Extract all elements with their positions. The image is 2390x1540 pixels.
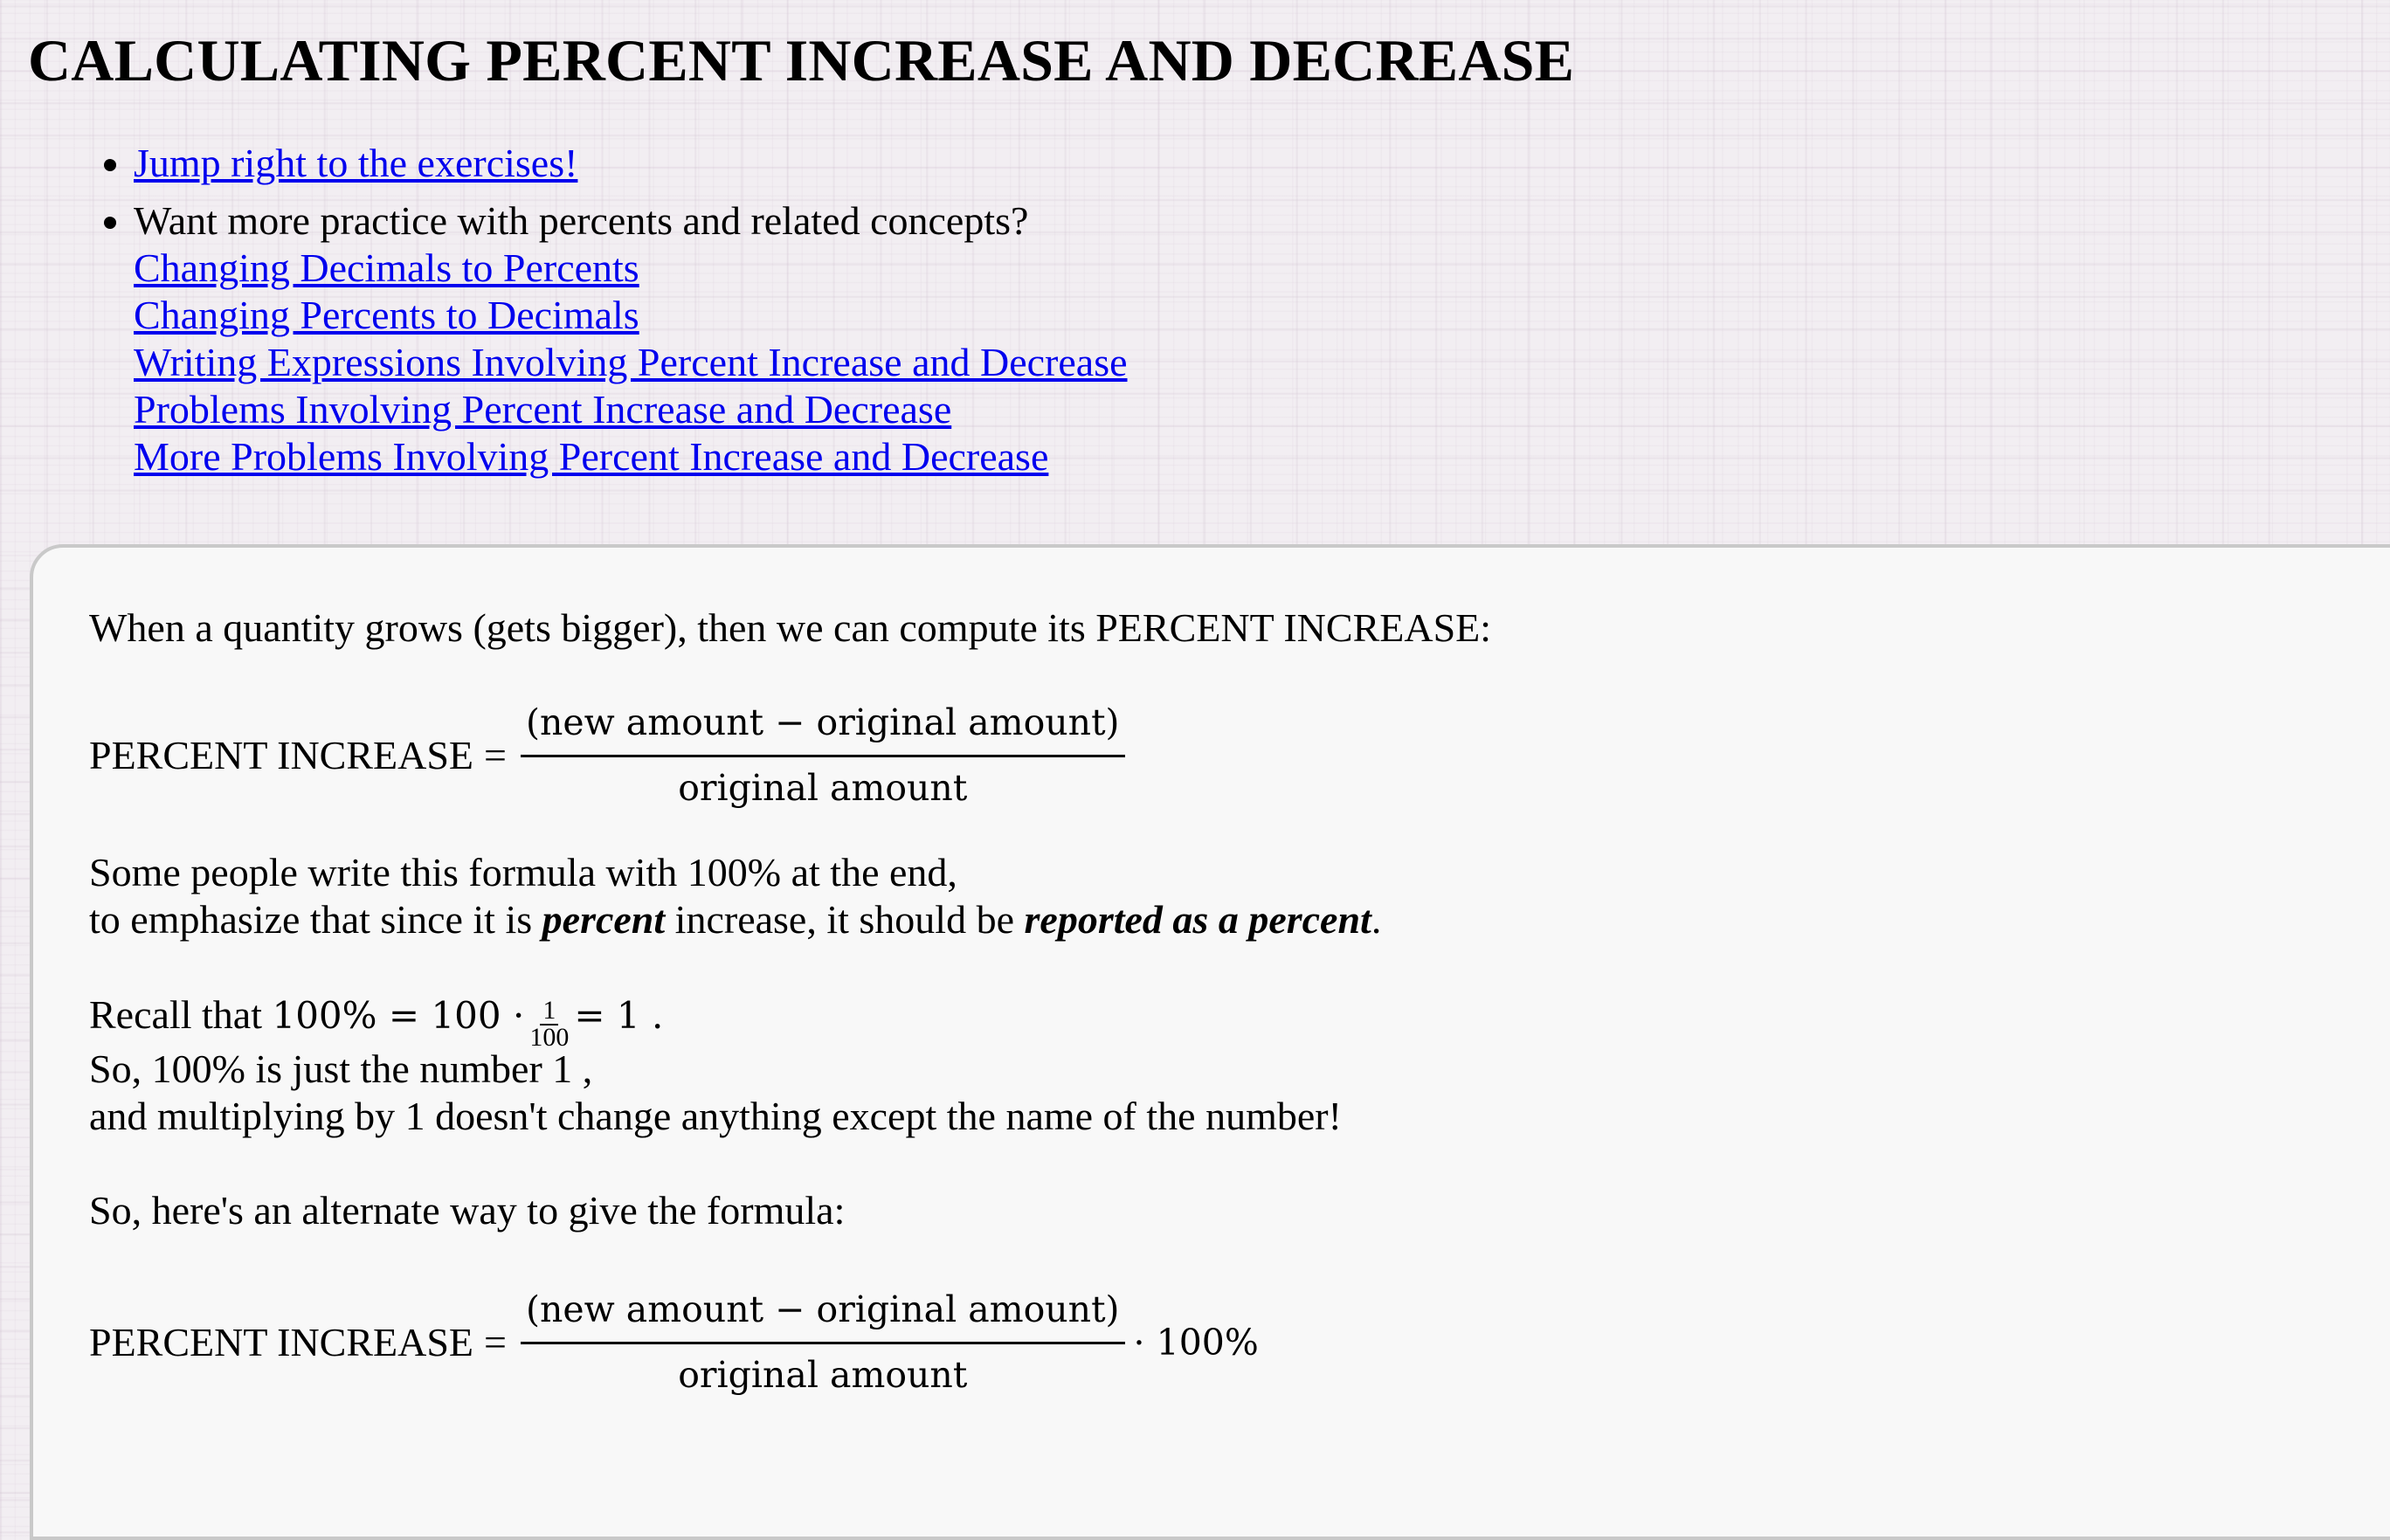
formula-percent-increase-alt <box>89 1286 1259 1398</box>
small-fraction-numerator: 1 <box>540 998 558 1026</box>
fraction-denominator: original amount <box>678 767 968 809</box>
equals-sign: = <box>484 1319 507 1364</box>
note-text: . <box>1371 897 1382 942</box>
page-title: CALCULATING PERCENT INCREASE AND DECREASE <box>28 27 1575 93</box>
formula-label: PERCENT INCREASE <box>89 732 474 777</box>
link-percents-to-decimals[interactable]: Changing Percents to Decimals <box>134 293 639 337</box>
emphasis-percent: percent <box>542 897 666 942</box>
so-line: So, 100% is just the number 1 , <box>89 1046 593 1091</box>
multiply-line: and multiplying by 1 doesn't change anything except the name of the number! <box>89 1094 1342 1138</box>
link-decimals-to-percents[interactable]: Changing Decimals to Percents <box>134 245 639 290</box>
note-text: increase, it should be <box>665 897 1025 942</box>
small-fraction <box>529 995 570 1052</box>
related-links <box>134 245 1128 480</box>
fraction-numerator: (new amount − original amount) <box>521 1286 1125 1344</box>
fraction <box>521 699 1125 811</box>
formula-percent-increase <box>89 699 1125 811</box>
list-item <box>134 140 1128 187</box>
list-item <box>134 197 1128 480</box>
recall-line <box>89 991 664 1052</box>
link-more-problems[interactable]: More Problems Involving Percent Increase and Decrease <box>134 434 1049 479</box>
intro-text: When a quantity grows (gets bigger), then we can compute its PERCENT INCREASE: <box>89 605 1492 650</box>
times-100-percent: · 100% <box>1133 1321 1259 1364</box>
equals-sign: = <box>484 732 507 777</box>
recall-math-end: = 1 . <box>574 994 664 1037</box>
practice-text: Want more practice with percents and related concepts? <box>134 198 1029 243</box>
note-line-2 <box>89 896 1381 943</box>
recall-math: 100% = 100 · <box>272 994 525 1037</box>
link-writing-expressions[interactable]: Writing Expressions Involving Percent Increase and Decrease <box>134 340 1128 384</box>
small-fraction-denominator: 100 <box>529 1022 570 1052</box>
emphasis-reported: reported as a percent <box>1024 897 1371 942</box>
fraction-numerator: (new amount − original amount) <box>521 699 1125 757</box>
link-problems[interactable]: Problems Involving Percent Increase and Decrease <box>134 387 952 432</box>
alternate-intro: So, here's an alternate way to give the formula: <box>89 1188 846 1233</box>
formula-label: PERCENT INCREASE <box>89 1319 474 1364</box>
note-text: to emphasize that since it is <box>89 897 542 942</box>
jump-to-exercises-link[interactable]: Jump right to the exercises! <box>134 141 578 185</box>
nav-list <box>0 140 1128 491</box>
fraction-denominator: original amount <box>678 1354 968 1396</box>
fraction <box>521 1286 1125 1398</box>
note-line-1: Some people write this formula with 100% at the end, <box>89 850 957 894</box>
content-panel <box>30 544 2390 1540</box>
recall-text: Recall that <box>89 992 273 1037</box>
